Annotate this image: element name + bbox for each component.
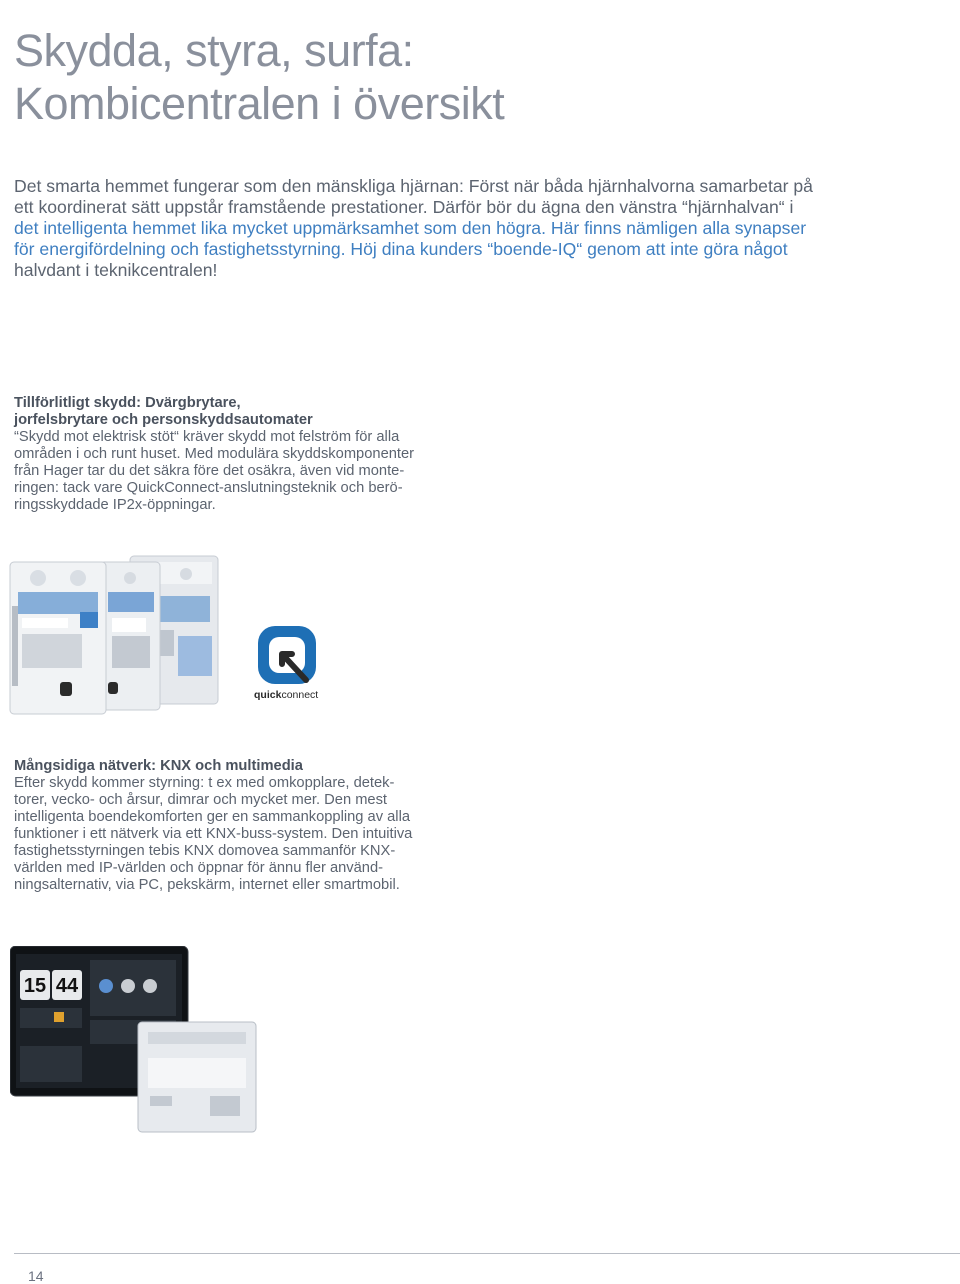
logo-text-bold: quick [254, 689, 282, 701]
section-protection [14, 395, 469, 514]
clock-minutes: 44 [55, 975, 79, 997]
circuit-breakers-image [8, 552, 223, 717]
section-body-line: “Skydd mot elektrisk stöt“ kräver skydd mot felström för alla [14, 429, 400, 445]
section-body-line: från Hager tar du det säkra före det osäkra, även vid monte- [14, 463, 405, 479]
section-heading: Tillförlitligt skydd: Dvärgbrytare, [14, 395, 241, 411]
footer-divider [14, 1253, 960, 1254]
svg-text:quickconnect [254, 689, 318, 701]
intro-line: för energifördelning och fastighetsstyrning. Höj dina kunders “boende-IQ“ genom att inte göra något [14, 239, 788, 259]
intro-paragraph [14, 176, 894, 281]
page-number: 14 [28, 1268, 44, 1284]
section-heading: Mångsidiga nätverk: KNX och multimedia [14, 758, 303, 774]
section-heading: jorfelsbrytare och personskyddsautomater [14, 412, 313, 428]
section-body-line: torer, vecko- och årsur, dimrar och mycket mer. Den mest [14, 792, 388, 808]
intro-line: det intelligenta hemmet lika mycket uppmärksamhet som den högra. Här finns nämligen alla synapser [14, 218, 807, 238]
section-body-line: ningsalternativ, via PC, pekskärm, internet eller smartmobil. [14, 877, 400, 893]
section-body-line: funktioner i ett nätverk via ett KNX-buss-system. Den intuitiva [14, 826, 413, 842]
section-body-line: intelligenta boendekomforten ger en sammankoppling av alla [14, 809, 410, 825]
section-body-line: områden i och runt huset. Med modulära skyddskomponenter [14, 446, 415, 462]
section-body-line: fastighetsstyrningen tebis KNX domovea sammanför KNX- [14, 843, 396, 859]
section-body-line: ringen: tack vare QuickConnect-anslutningsteknik och berö- [14, 480, 403, 496]
section-body-line: ringsskyddade IP2x-öppningar. [14, 497, 216, 513]
page-title-line-2: Kombicentralen i översikt [14, 78, 505, 130]
logo-text-regular: connect [281, 689, 319, 701]
intro-line: halvdant i teknikcentralen! [14, 260, 218, 280]
section-network [14, 758, 469, 894]
clock-hours: 15 [23, 975, 47, 997]
intro-line: ett koordinerat sätt uppstår framstående prestationer. Därför bör du ägna den vänstra “hjärnhalvan“ i [14, 197, 794, 217]
intro-line: Det smarta hemmet fungerar som den mänskliga hjärnan: Först när båda hjärnhalvorna samarbetar på [14, 176, 813, 196]
quickconnect-logo [252, 624, 322, 704]
section-body-line: världen med IP-världen och öppnar för ännu fler använd- [14, 860, 384, 876]
page-title-line-1: Skydda, styra, surfa: [14, 25, 414, 77]
touchscreen-server-image [10, 946, 270, 1146]
section-body-line: Efter skydd kommer styrning: t ex med omkopplare, detek- [14, 775, 395, 791]
